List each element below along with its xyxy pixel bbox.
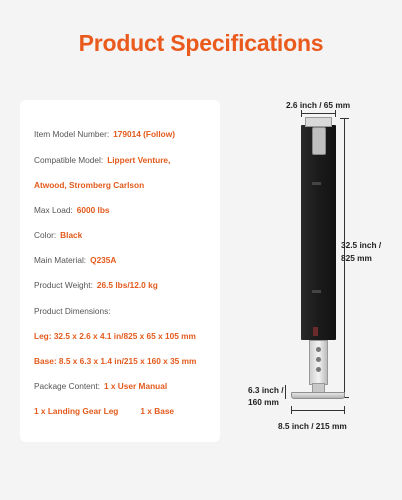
- base-width-line: [291, 410, 345, 411]
- spec-model-row: [34, 129, 175, 139]
- spec-material-row: [34, 255, 116, 265]
- tube-hole: [316, 347, 321, 352]
- spec-dimensions-row: [34, 306, 111, 316]
- spec-package-row-2: [34, 406, 174, 416]
- base-height-label-2: 160 mm: [248, 397, 279, 407]
- spec-package-item-1: 1 x User Manual: [103, 381, 168, 391]
- leg-top-cap: [305, 117, 332, 127]
- height-tick-top: [340, 118, 349, 119]
- spec-max-load-value: 6000 lbs: [76, 205, 110, 215]
- spec-model-value: 179014 (Follow): [113, 129, 175, 139]
- height-label-2: 825 mm: [341, 253, 372, 263]
- spec-weight-row: [34, 280, 158, 290]
- leg-red-mark: [313, 327, 318, 336]
- spec-compatible-value-2: Atwood, Stromberg Carlson: [34, 180, 145, 190]
- spec-weight-label: Product Weight:: [34, 280, 93, 290]
- base-height-label-1: 6.3 inch /: [248, 385, 284, 395]
- spec-leg-dimension: Leg: 32.5 x 2.6 x 4.1 in/825 x 65 x 105 mm: [34, 331, 196, 341]
- base-plate-image: [291, 392, 345, 399]
- spec-max-load-label: Max Load:: [34, 205, 73, 215]
- spec-material-label: Main Material:: [34, 255, 87, 265]
- page-title: Product Specifications: [78, 30, 324, 56]
- spec-compatible-row-2: [34, 180, 144, 190]
- width-top-tick-right: [335, 110, 336, 117]
- width-top-label: 2.6 inch / 65 mm: [286, 100, 351, 110]
- spec-model-label: Item Model Number:: [34, 129, 110, 139]
- spec-weight-value: 26.5 lbs/12.0 kg: [96, 280, 158, 290]
- spec-package-item-2: 1 x Landing Gear Leg: [34, 406, 119, 416]
- spec-package-item-3: 1 x Base: [140, 406, 175, 416]
- base-width-tick-left: [291, 406, 292, 414]
- spec-package-row: [34, 381, 167, 391]
- tube-hole: [316, 357, 321, 362]
- leg-marker: [312, 182, 321, 185]
- landing-gear-leg-image: [301, 125, 336, 340]
- base-width-tick-right: [344, 406, 345, 414]
- width-top-line: [301, 113, 336, 114]
- leg-crank-bracket: [312, 127, 326, 155]
- spec-dimensions-label: Product Dimensions:: [34, 306, 111, 316]
- spec-leg-dimension-row: [34, 331, 196, 341]
- width-top-tick-left: [301, 110, 302, 117]
- base-width-label: 8.5 inch / 215 mm: [278, 421, 347, 431]
- tube-hole: [316, 367, 321, 372]
- spec-base-dimension: Base: 8.5 x 6.3 x 1.4 in/215 x 160 x 35 mm: [34, 356, 197, 366]
- spec-card: [20, 100, 220, 442]
- spec-color-label: Color:: [34, 230, 57, 240]
- spec-compatible-label: Compatible Model:: [34, 155, 104, 165]
- base-height-line: [285, 385, 286, 399]
- height-label-1: 32.5 inch /: [341, 240, 382, 250]
- spec-max-load-row: [34, 205, 110, 215]
- spec-color-row: [34, 230, 82, 240]
- spec-compatible-value: Lippert Venture,: [107, 155, 171, 165]
- spec-package-label: Package Content:: [34, 381, 100, 391]
- spec-base-dimension-row: [34, 356, 196, 366]
- spec-compatible-row: [34, 155, 170, 165]
- leg-marker: [312, 290, 321, 293]
- spec-color-value: Black: [60, 230, 83, 240]
- spec-material-value: Q235A: [90, 255, 117, 265]
